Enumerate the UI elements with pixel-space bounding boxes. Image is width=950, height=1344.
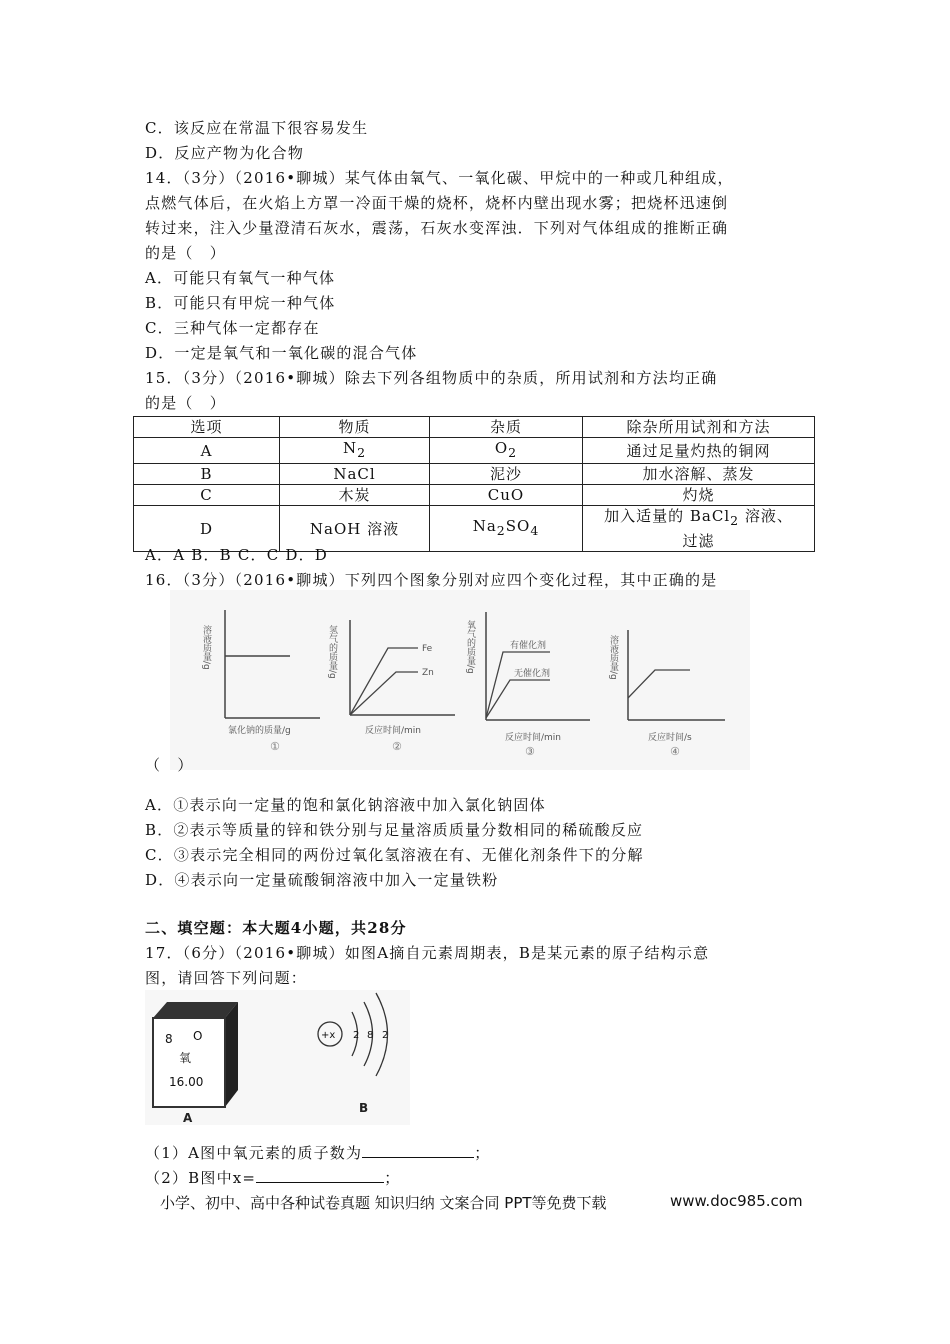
q17-stem-1: 17．（6分）（2016•聊城）如图A摘自元素周期表，B是某元素的原子结构示意 bbox=[145, 944, 710, 962]
graph-4-ylabel: 溶液质量/g bbox=[608, 635, 618, 680]
element-caption: A bbox=[183, 1111, 193, 1125]
footer-text: 小学、初中、高中各种试卷真题 知识归纳 文案合同 PPT等免费下载 bbox=[160, 1194, 607, 1212]
table-row bbox=[134, 464, 815, 485]
graph-1-number: ① bbox=[270, 740, 280, 753]
answer-blank-1[interactable] bbox=[362, 1143, 474, 1158]
atom-shell-2: 8 bbox=[367, 1030, 374, 1041]
table-header-row bbox=[134, 417, 815, 438]
table-cell: D bbox=[134, 506, 280, 552]
page-footer bbox=[160, 1192, 803, 1213]
table-cell: B bbox=[134, 464, 280, 485]
q14-option-c: C．三种气体一定都存在 bbox=[145, 319, 320, 337]
table-cell: 加水溶解、蒸发 bbox=[583, 464, 815, 485]
table-cell: 灼烧 bbox=[583, 485, 815, 506]
graph-3-series-with: 有催化剂 bbox=[510, 641, 547, 651]
line-c13: C．该反应在常温下很容易发生 bbox=[145, 119, 369, 137]
table-cell: CuO bbox=[430, 485, 583, 506]
q15-stem-1: 15．（3分）（2016•聊城）除去下列各组物质中的杂质，所用试剂和方法均正确 bbox=[145, 369, 718, 387]
element-name: 氧 bbox=[179, 1051, 192, 1065]
table-cell: C bbox=[134, 485, 280, 506]
graph-4-number: ④ bbox=[670, 745, 680, 758]
table-cell: 木炭 bbox=[280, 485, 430, 506]
graph-2-series-fe: Fe bbox=[422, 644, 433, 654]
graph-3-ylabel: 氧气的质量/g bbox=[465, 620, 475, 674]
graph-2-series-zn: Zn bbox=[422, 668, 434, 678]
q16-stem: 16．（3分）（2016•聊城）下列四个图象分别对应四个变化过程，其中正确的是 bbox=[145, 571, 718, 589]
graph-2-ylabel: 氢气的质量/g bbox=[327, 625, 337, 679]
q16-option-b: B．②表示等质量的锌和铁分别与足量溶质质量分数相同的稀硫酸反应 bbox=[145, 821, 644, 839]
q14-option-a: A．可能只有氧气一种气体 bbox=[145, 269, 336, 287]
q16-graphs-figure bbox=[170, 590, 750, 770]
table-cell: A bbox=[134, 438, 280, 464]
q16-option-c: C．③表示完全相同的两份过氧化氢溶液在有、无催化剂条件下的分解 bbox=[145, 846, 644, 864]
table-cell: 通过足量灼热的铜网 bbox=[583, 438, 815, 464]
element-atomic-number: 8 bbox=[165, 1032, 173, 1046]
section-2-heading: 二、填空题：本大题4小题，共28分 bbox=[145, 919, 407, 937]
q15-stem-2: 的是（ ） bbox=[145, 394, 227, 412]
q14-option-d: D．一定是氧气和一氧化碳的混合气体 bbox=[145, 344, 418, 362]
q16-option-a: A．①表示向一定量的饱和氯化钠溶液中加入氯化钠固体 bbox=[145, 796, 546, 814]
table-cell: NaOH 溶液 bbox=[280, 506, 430, 552]
q14-stem-1: 14．（3分）（2016•聊城）某气体由氧气、一氧化碳、甲烷中的一种或几种组成， bbox=[145, 169, 734, 187]
graph-1-xlabel: 氯化钠的质量/g bbox=[228, 726, 291, 736]
q17-subquestion-1: （1）A图中氧元素的质子数为 ； bbox=[145, 1144, 491, 1162]
answer-blank-2[interactable] bbox=[256, 1168, 384, 1183]
table-cell: NaCl bbox=[280, 464, 430, 485]
q14-option-b: B．可能只有甲烷一种气体 bbox=[145, 294, 336, 312]
q17-figure bbox=[145, 990, 410, 1125]
q15-answer-options: A．A B．B C．C D．D bbox=[145, 546, 329, 564]
q17-stem-2: 图，请回答下列问题： bbox=[145, 969, 308, 987]
table-header: 除杂所用试剂和方法 bbox=[583, 417, 815, 438]
q14-stem-4: 的是（ ） bbox=[145, 244, 227, 262]
graph-2-number: ② bbox=[392, 740, 402, 753]
table-header: 选项 bbox=[134, 417, 280, 438]
graph-3-xlabel: 反应时间/min bbox=[505, 733, 562, 743]
graph-3-number: ③ bbox=[525, 745, 535, 758]
atom-shell-3: 2 bbox=[382, 1030, 389, 1041]
q16-answer-paren: （ ） bbox=[145, 756, 194, 774]
atom-nucleus-label: +x bbox=[321, 1030, 336, 1041]
table-cell: $N_2$ bbox=[280, 438, 430, 464]
impurity-table bbox=[133, 416, 815, 552]
element-card bbox=[153, 1002, 238, 1125]
table-row bbox=[134, 485, 815, 506]
atom-caption: B bbox=[359, 1101, 369, 1115]
q14-stem-2: 点燃气体后，在火焰上方罩一冷面干燥的烧杯，烧杯内壁出现水雾；把烧杯迅速倒 bbox=[145, 194, 729, 212]
table-cell: 加入适量的 BaCl$_2$ 溶液、 过滤 bbox=[583, 506, 815, 552]
table-cell: 泥沙 bbox=[430, 464, 583, 485]
table-header: 杂质 bbox=[430, 417, 583, 438]
graph-3-series-without: 无催化剂 bbox=[514, 669, 551, 679]
q17-subquestion-2: （2）B图中x= ； bbox=[145, 1169, 401, 1187]
q14-stem-3: 转过来，注入少量澄清石灰水，震荡，石灰水变浑浊．下列对气体组成的推断正确 bbox=[145, 219, 729, 237]
table-row bbox=[134, 438, 815, 464]
element-mass: 16.00 bbox=[169, 1075, 204, 1089]
graph-1-ylabel: 溶液质量/g bbox=[201, 625, 211, 670]
q16-option-d: D．④表示向一定量硫酸铜溶液中加入一定量铁粉 bbox=[145, 871, 499, 889]
element-symbol: O bbox=[193, 1029, 203, 1043]
table-header: 物质 bbox=[280, 417, 430, 438]
footer-url[interactable]: www.doc985.com bbox=[670, 1192, 803, 1210]
line-d13: D．反应产物为化合物 bbox=[145, 144, 305, 162]
table-cell: $O_2$ bbox=[430, 438, 583, 464]
atom-shell-1: 2 bbox=[353, 1030, 360, 1041]
graph-4-xlabel: 反应时间/s bbox=[648, 733, 692, 743]
graph-2-xlabel: 反应时间/min bbox=[365, 726, 422, 736]
table-cell: $Na_2SO_4$ bbox=[430, 506, 583, 552]
